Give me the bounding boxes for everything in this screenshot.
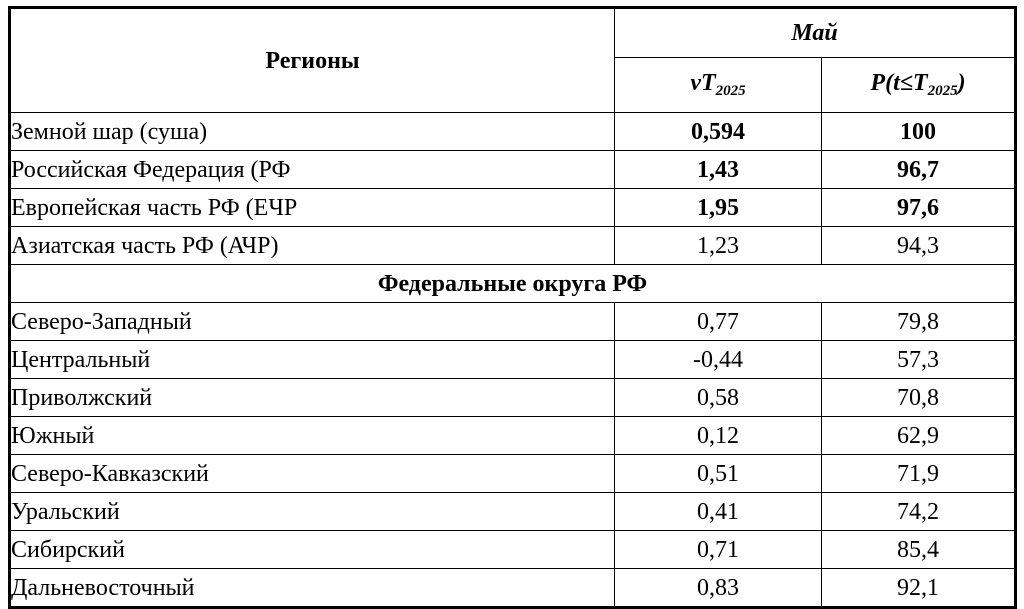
month-header: Май	[615, 8, 1016, 58]
section-row	[10, 265, 1016, 303]
table-row	[10, 531, 1016, 569]
table-row	[10, 151, 1016, 189]
table-row	[10, 341, 1016, 379]
region-name: Центральный	[10, 341, 615, 379]
p-value: 74,2	[822, 493, 1016, 531]
p-column-header	[822, 58, 1016, 113]
v-value: 0,71	[615, 531, 822, 569]
p-value: 100	[822, 113, 1016, 151]
v-column-main: vT	[690, 70, 716, 96]
region-name: Уральский	[10, 493, 615, 531]
v-value: 0,58	[615, 379, 822, 417]
p-value: 57,3	[822, 341, 1016, 379]
v-value: 1,43	[615, 151, 822, 189]
v-column-sub: 2025	[715, 83, 746, 99]
v-value: 0,51	[615, 455, 822, 493]
v-value: -0,44	[615, 341, 822, 379]
region-name: Российская Федерация (РФ	[10, 151, 615, 189]
p-column-sub: 2025	[927, 83, 958, 99]
v-value: 0,12	[615, 417, 822, 455]
p-value: 71,9	[822, 455, 1016, 493]
p-value: 97,6	[822, 189, 1016, 227]
region-name: Северо-Западный	[10, 303, 615, 341]
region-name: Дальневосточный	[10, 569, 615, 608]
p-value: 96,7	[822, 151, 1016, 189]
region-name: Северо-Кавказский	[10, 455, 615, 493]
v-value: 0,41	[615, 493, 822, 531]
v-value: 1,95	[615, 189, 822, 227]
v-value: 1,23	[615, 227, 822, 265]
region-name: Европейская часть РФ (ЕЧР	[10, 189, 615, 227]
table-row	[10, 455, 1016, 493]
table-row	[10, 303, 1016, 341]
table-row	[10, 227, 1016, 265]
table-row	[10, 493, 1016, 531]
region-name: Земной шар (суша)	[10, 113, 615, 151]
p-value: 92,1	[822, 569, 1016, 608]
p-value: 94,3	[822, 227, 1016, 265]
region-name: Южный	[10, 417, 615, 455]
table-row	[10, 189, 1016, 227]
v-value: 0,77	[615, 303, 822, 341]
p-value: 79,8	[822, 303, 1016, 341]
section-title: Федеральные округа РФ	[10, 265, 1016, 303]
table-row	[10, 379, 1016, 417]
table-row	[10, 417, 1016, 455]
p-column-prefix: P(t≤T	[870, 70, 928, 96]
table-row	[10, 113, 1016, 151]
regions-header: Регионы	[10, 8, 615, 113]
p-value: 62,9	[822, 417, 1016, 455]
region-name: Азиатская часть РФ (АЧР)	[10, 227, 615, 265]
v-column-header	[615, 58, 822, 113]
v-value: 0,83	[615, 569, 822, 608]
region-name: Сибирский	[10, 531, 615, 569]
data-table	[8, 6, 1017, 609]
p-value: 70,8	[822, 379, 1016, 417]
p-value: 85,4	[822, 531, 1016, 569]
table-row	[10, 569, 1016, 608]
p-column-suffix: )	[957, 70, 966, 96]
region-name: Приволжский	[10, 379, 615, 417]
v-value: 0,594	[615, 113, 822, 151]
